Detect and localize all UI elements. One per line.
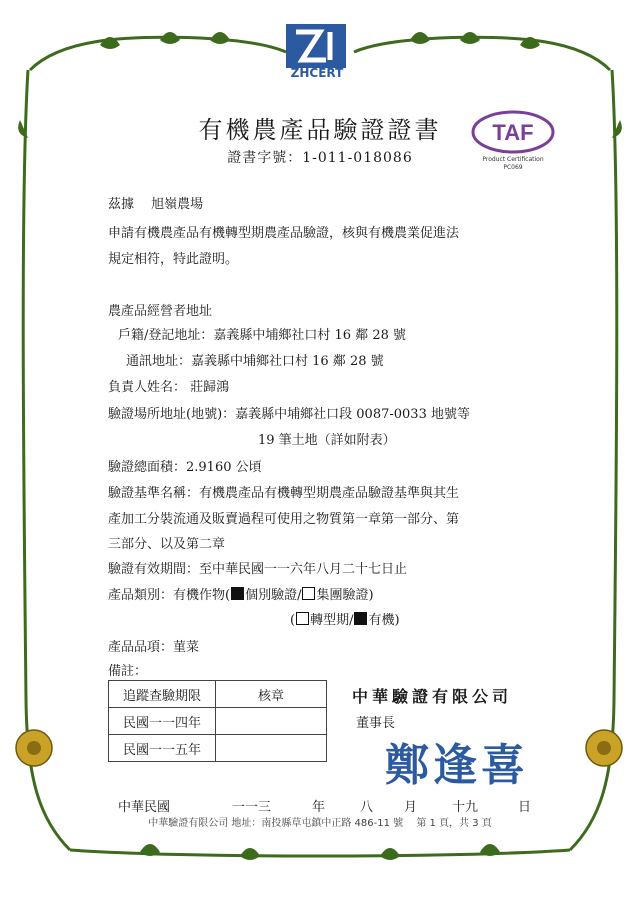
date-year: 一一三: [232, 800, 272, 815]
issuer-company: 中華驗證有限公司: [352, 687, 513, 706]
table-cell: 民國一一五年: [109, 735, 216, 762]
operator-heading: 農產品經營者地址: [108, 304, 213, 319]
standard-line-2: 產加工分裝流通及販賣過程可使用之物質第一章第一部分、第: [108, 512, 460, 527]
certificate-title: 有機農產品驗證證書: [198, 116, 442, 144]
group-checkbox: [302, 587, 315, 600]
individual-checkbox: [231, 587, 244, 600]
certificate-number: 證書字號：1-011-018086: [227, 150, 413, 166]
transition-label: 轉型期/: [310, 613, 354, 628]
table-header-cell: 核章: [216, 681, 327, 708]
site-address-line-2: 19 筆土地（詳如附表）: [258, 433, 396, 448]
table-header-cell: 追蹤查驗期限: [109, 681, 216, 708]
zhcert-logo-text: ZHCERT: [290, 66, 344, 80]
statement-line-1: 申請有機農產品有機轉型期農產品驗證，核與有機農業促進法: [108, 226, 460, 241]
standard-line-1: 驗證基準名稱：有機農產品有機轉型期農產品驗證基準與其生: [108, 486, 460, 501]
validity-period: 驗證有效期間：至中華民國一一六年八月二十七日止: [108, 562, 408, 577]
remarks-label: 備註：: [108, 664, 148, 679]
organic-label: 有機): [368, 613, 400, 628]
mailing-address: 通訊地址：嘉義縣中埔鄉社口村 16 鄰 28 號: [126, 354, 384, 369]
taf-sub-line-1: Product Certification: [482, 156, 544, 163]
footer-text: 中華驗證有限公司 地址：南投縣草屯鎮中正路 486-11 號 第 1 頁，共 3 頁: [148, 818, 492, 829]
date-month-unit: 月: [404, 800, 418, 815]
date-month: 八: [360, 800, 374, 815]
table-cell: [216, 735, 327, 762]
table-row: [109, 708, 327, 735]
organic-checkbox: [354, 612, 367, 625]
signature-seal: [372, 728, 542, 792]
zhcert-logo-icon: [286, 24, 346, 68]
transition-checkbox: [296, 612, 309, 625]
applicant-line: 茲據 旭嶺農場: [108, 197, 204, 212]
table-row: [109, 735, 327, 762]
standard-line-3: 三部分、以及第二章: [108, 537, 226, 552]
category-prefix: 產品類別：有機作物(: [108, 588, 231, 603]
date-year-unit: 年: [312, 800, 326, 815]
tracking-table: [108, 680, 327, 762]
production-type: [290, 609, 400, 628]
date-day-unit: 日: [518, 800, 532, 815]
paren-open: (: [290, 613, 296, 628]
household-address: 戶籍/登記地址：嘉義縣中埔鄉社口村 16 鄰 28 號: [118, 328, 406, 343]
taf-caption: [450, 156, 576, 172]
table-cell: 民國一一四年: [109, 708, 216, 735]
chairman-title: 董事長: [356, 716, 396, 731]
date-day: 十九: [452, 800, 479, 815]
table-header-row: [109, 681, 327, 708]
date-era: 中華民國: [118, 800, 171, 815]
table-cell: [216, 708, 327, 735]
individual-label: 個別驗證/: [245, 588, 302, 603]
site-address-line-1: 驗證場所地址(地號)：嘉義縣中埔鄉社口段 0087-0033 地號等: [108, 407, 470, 422]
group-label: 集團驗證): [316, 588, 374, 603]
responsible-person: 負責人姓名： 莊歸鴻: [108, 380, 230, 395]
signature-text: 鄭逢喜: [385, 740, 529, 791]
zhcert-logo-mark: [286, 24, 346, 68]
total-area: 驗證總面積：2.9160 公頃: [108, 460, 262, 475]
taf-sub-line-2: PC069: [503, 164, 523, 171]
statement-line-2: 規定相符，特此證明。: [108, 252, 239, 267]
product-category: [108, 584, 374, 603]
product-item: 產品品項：菫菜: [108, 640, 200, 655]
taf-logo-text: TAF: [492, 120, 534, 145]
